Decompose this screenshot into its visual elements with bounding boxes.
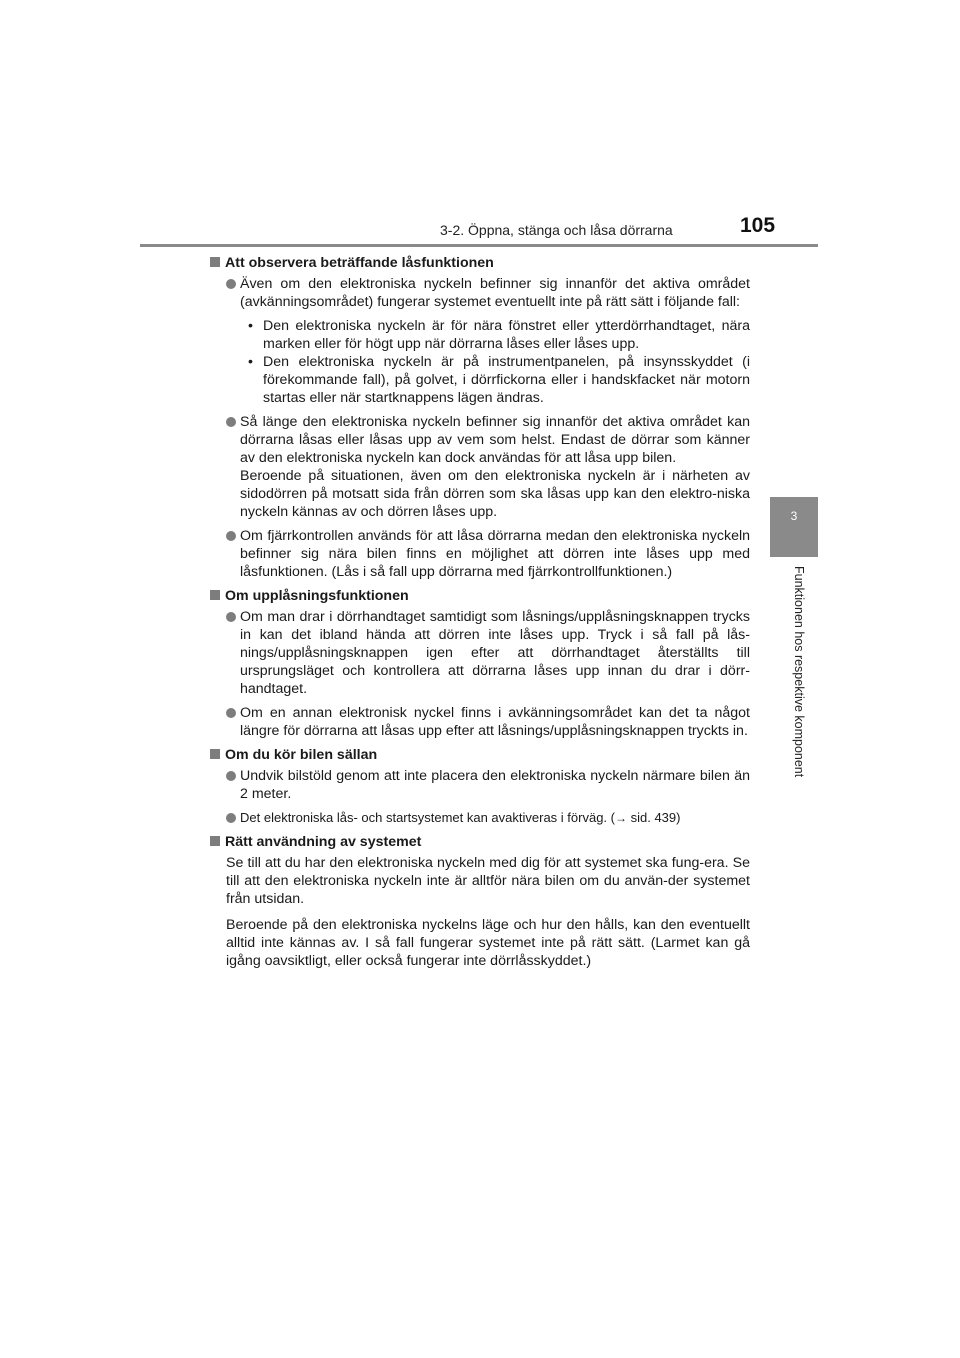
sub-list	[240, 317, 750, 407]
sub-list-item: • Den elektroniska nyckeln är på instrumentpanelen, på insynsskyddet (i förekommande fall), på golvet, i dörrfickorna eller i handskfacket när motorn startas eller när startknappens lägen ändras.	[248, 354, 750, 406]
list-item	[226, 704, 750, 740]
square-bullet-icon	[210, 749, 220, 759]
section-unlock-function	[210, 587, 750, 740]
section-seldom-driving	[210, 746, 750, 827]
circle-bullet-icon	[226, 279, 236, 289]
section-proper-use	[210, 833, 750, 970]
list-item	[226, 413, 750, 521]
square-bullet-icon	[210, 257, 220, 267]
paragraph: Om en annan elektronisk nyckel finns i avkänningsområdet kan det ta något längre för dörrarna att låsas upp efter att låsnings/upplåsningsknappen tryckts in.	[240, 705, 750, 739]
paragraph: Om fjärrkontrollen används för att låsa dörrarna medan den elektroniska nyckeln befinner sig nära bilen finns en möjlighet att dörren inte låses upp med låsfunktionen. (Lås i så fall upp dörrarna med fjärrkontrollfunktionen.)	[240, 528, 750, 580]
circle-bullet-icon	[226, 531, 236, 541]
list-item	[226, 767, 750, 803]
list-item	[226, 608, 750, 698]
paragraph: Så länge den elektroniska nyckeln befinner sig innanför det aktiva området kan dörrarna låsas eller låsas upp av vem som helst. Endast de dörrar som känner av den elektroniska nyckeln kan dock användas för att låsa upp bilen.	[240, 414, 750, 466]
section-heading	[210, 746, 750, 764]
arrow-right-icon: →	[614, 811, 627, 825]
section-heading-text: Att observera beträffande låsfunktionen	[225, 255, 494, 271]
page-reference-link[interactable]: sid. 439)	[626, 810, 681, 825]
square-bullet-icon	[210, 836, 220, 846]
circle-bullet-icon	[226, 417, 236, 427]
sub-list-item: • Den elektroniska nyckeln är för nära fönstret eller ytterdörrhandtaget, nära marken eller för högt upp när dörrarna låses eller låses upp.	[248, 318, 750, 352]
paragraph: Det elektroniska lås- och startsystemet kan avaktiveras i förväg. (→ sid. 439)	[240, 810, 681, 825]
section-heading	[210, 833, 750, 851]
paragraph: Även om den elektroniska nyckeln befinner sig innanför det aktiva området (avkänningsområdet) fungerar systemet eventuellt inte på rätt sätt i följande fall:	[240, 276, 750, 310]
chapter-number: 3	[790, 509, 798, 523]
square-bullet-icon	[210, 590, 220, 600]
circle-bullet-icon	[226, 813, 236, 823]
paragraph: Se till att du har den elektroniska nyckeln med dig för att systemet ska fung-era. Se till att den elektroniska nyckeln inte är alltför nära bilen om du använ-der systemet från utsidan.	[226, 855, 750, 907]
bullet-dot-icon: •	[248, 354, 253, 370]
list-item	[226, 809, 750, 827]
chapter-title-vertical: Funktionen hos respektive komponent	[792, 566, 806, 778]
section-heading-text: Om du kör bilen sällan	[225, 747, 378, 763]
bullet-dot-icon: •	[248, 318, 253, 334]
chapter-tab	[770, 497, 818, 557]
paragraph: Om man drar i dörrhandtaget samtidigt som låsnings/upplåsningsknappen trycks in kan det ibland hända att dörren inte låses upp. Tryck i så fall på lås-nings/upplåsningsknappen igen efter att dörrhandtaget återställts till ursprungsläget och kontrollera att dörrarna låses upp innan du drar i dörr-handtaget.	[240, 609, 750, 697]
section-lock-function	[210, 254, 750, 581]
circle-bullet-icon	[226, 708, 236, 718]
circle-bullet-icon	[226, 771, 236, 781]
list-item	[226, 275, 750, 407]
header-divider	[140, 244, 818, 247]
page-number: 105	[740, 214, 776, 237]
section-heading-text: Om upplåsningsfunktionen	[225, 588, 409, 604]
section-heading	[210, 587, 750, 605]
circle-bullet-icon	[226, 612, 236, 622]
list-item	[226, 527, 750, 581]
paragraph: Undvik bilstöld genom att inte placera den elektroniska nyckeln närmare bilen än 2 meter.	[240, 768, 750, 802]
paragraph: Beroende på den elektroniska nyckelns läge och hur den hålls, kan den eventuellt alltid inte kännas av. I så fall fungerar systemet inte på rätt sätt. (Larmet kan gå igång oavsiktligt, eller också fungerar inte dörrlåsskyddet.)	[226, 917, 750, 969]
running-header-section: 3-2. Öppna, stänga och låsa dörrarna	[440, 222, 673, 238]
paragraph: Beroende på situationen, även om den elektroniska nyckeln är i närheten av sidodörren på motsatt sida från dörren som ska låsas upp kan den elektro-niska nyckeln kännas av och dörren låses upp.	[240, 468, 750, 520]
section-heading-text: Rätt användning av systemet	[225, 834, 422, 850]
page-content	[210, 254, 750, 978]
section-heading	[210, 254, 750, 272]
